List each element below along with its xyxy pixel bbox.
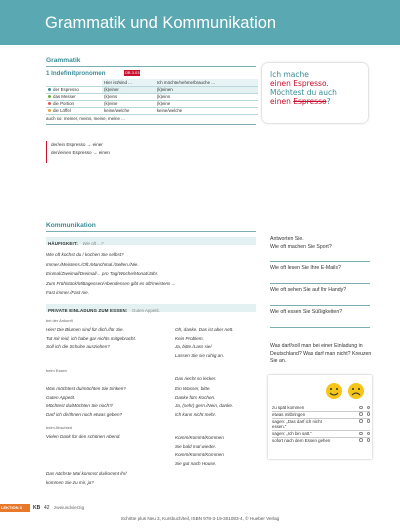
neuter-dot-icon: [48, 95, 51, 98]
answer-heading: Antworten Sie.: [270, 236, 304, 242]
grammar-section-title: 1 Indefinitpronomen: [46, 70, 106, 77]
question-2: Wie oft lesen Sie Ihre E-Mails?: [270, 265, 341, 271]
meal-label: beim Essen: [46, 368, 67, 373]
yes-option[interactable]: [359, 406, 363, 410]
speech-bubble: [262, 63, 368, 123]
bye-left: Vielen Dank für den schönen Abend.: [46, 434, 121, 439]
answer-line: [270, 283, 370, 284]
yes-option[interactable]: [359, 419, 363, 423]
bye-label: beim Abschied: [46, 425, 73, 430]
no-option[interactable]: [367, 412, 371, 416]
question-3: Wie oft sehen Sie auf Ihr Handy?: [270, 287, 347, 293]
question-1: Wie oft machen Sie Sport?: [270, 243, 332, 250]
frequency-label: HÄUFIGKEIT:: [48, 241, 79, 246]
yes-option[interactable]: [359, 432, 363, 436]
answer-block: [270, 236, 376, 251]
meal-left: Was möchtest du/möchten Sie trinken? Guten Appetit. Möchtest du/Möchten Sie noch?/ Darf ich dir/Ihnen noch etwas geben?: [46, 386, 126, 417]
col2-header: Ich möchte/nehme/brauche ...: [155, 79, 258, 86]
no-option[interactable]: [367, 406, 371, 410]
grammar-rule: [46, 66, 256, 67]
etiquette-list: [272, 405, 370, 444]
answer-line: [270, 261, 370, 262]
speech-line-4c: ?: [326, 97, 331, 106]
etiquette-box: [268, 375, 372, 459]
list-item: zu spät kommen: [272, 405, 370, 412]
lektion-label: LEKTION 3: [1, 505, 22, 510]
list-item: sagen: „Ich bin satt.“: [272, 431, 370, 438]
speech-line-2: einen Espresso.: [270, 79, 329, 88]
meal-right-0: Das riecht so lecker.: [175, 376, 217, 381]
answer-line: [270, 327, 370, 328]
example-2: den/einen Espresso → einen: [51, 150, 110, 156]
arrival-label: bei der Ankunft: [46, 318, 73, 323]
no-option[interactable]: [367, 419, 371, 423]
feminine-dot-icon: [48, 102, 51, 105]
page-title: Grammatik und Kommunikation: [45, 14, 277, 32]
smiley-icons: [322, 379, 368, 401]
frequency-hint: Wie oft ...?: [82, 241, 104, 246]
no-option[interactable]: [367, 432, 371, 436]
speech-line-4a: einen: [270, 97, 291, 106]
page-word: zweiundvierzig: [54, 505, 85, 510]
invitation-bar: [46, 304, 256, 312]
yes-option[interactable]: [359, 412, 363, 416]
credit-line: Schritte plus Neu 3, Kursbuch/teil, ISBN 978-3-19-301083-4, © Hueber Verlag: [120, 516, 280, 521]
table-row: das Messer (k)eins (k)eins: [46, 93, 258, 100]
answer-line: [270, 305, 370, 306]
invitation-hint: Guten Appetit.: [132, 308, 160, 313]
example-1: der/ein Espresso → einer: [51, 142, 103, 147]
grammar-rule-2: [46, 124, 256, 125]
col1-header: Hier ist/sind ...: [102, 79, 155, 86]
frequency-bar: [46, 237, 256, 245]
invitation-label: PRIVATE EINLADUNG ZUM ESSEN:: [48, 308, 128, 313]
masculine-dot-icon: [48, 88, 51, 91]
page-number: 42: [44, 505, 50, 511]
meal-right: Ein Wasser, bitte. Danke fürs Kochen. Ja, (sehr) gern./Nein, danke. Ich kann nicht mehr.: [175, 386, 234, 417]
grammar-heading: Grammatik: [46, 57, 81, 64]
list-item: sofort nach dem Essen gehen: [272, 438, 370, 444]
happy-smiley-icon: [326, 383, 342, 399]
yes-option[interactable]: [359, 438, 363, 442]
table-row: der Espresso (k)einer (k)einen: [46, 86, 258, 93]
example-box: [46, 141, 256, 163]
list-item: sagen: „Das darf ich nicht essen.“: [272, 419, 370, 432]
arrival-left: Hier! Die Blumen sind für dich./für Sie. Tut mir leid, ich habe gar nichts mitgebracht. Soll ich die Schuhe ausziehen?: [46, 327, 137, 349]
grammar-badge: ÜB 3.03: [125, 70, 140, 75]
bye-right: Komm/Kommt/Kommen Sie bald mal wieder. Komm/Kommt/Kommen Sie gut nach House.: [175, 435, 224, 466]
invitation-question: Was darf/soll man bei einer Einladung in Deutschland? Was darf man nicht? Kreuzen Sie an.: [270, 343, 372, 364]
sad-smiley-icon: [348, 383, 364, 399]
plural-dot-icon: [48, 109, 51, 112]
table-row: die Löffel keine/welche keine/welche: [46, 107, 258, 114]
kb-label: KB: [33, 505, 41, 511]
no-option[interactable]: [367, 438, 371, 442]
speech-line-4b: Espresso: [293, 97, 327, 106]
speech-line-3: Möchtest du auch: [270, 88, 337, 97]
question-4: Wie oft essen Sie Süßigkeiten?: [270, 309, 343, 315]
speech-line-1: Ich mache: [270, 70, 309, 79]
arrival-right: Oh, danke. Das ist aber nett. Kein Problem. Ja, bitte./Lass sie/ Lassen Sie sie ruhig an.: [175, 327, 234, 358]
komm-heading: Kommunikation: [46, 222, 96, 229]
frequency-lines: Wie oft kochst du / kochen Sie selbst? Immer./Meistens./Oft./Manchmal./Selten./Nie. Einmal/Zweimal/Dreimal/... pro Tag/Woche/Monat/Jahr. Zum Frühstück/Mittagessen/Abendessen gibt es oft/meistens ... Fast immer./Fast nie.: [46, 252, 176, 295]
last-left: Das nächste Mal kommst du/kommt ihr/ kommen Sie zu mir, ja?: [46, 471, 127, 485]
table-row: die Portion (k)eine (k)eine: [46, 100, 258, 107]
also-line: auch so: meiner, meins, meine, meine ...: [46, 116, 125, 121]
list-item: etwas mitbringen: [272, 412, 370, 419]
indefinite-pronoun-table: [46, 79, 258, 115]
